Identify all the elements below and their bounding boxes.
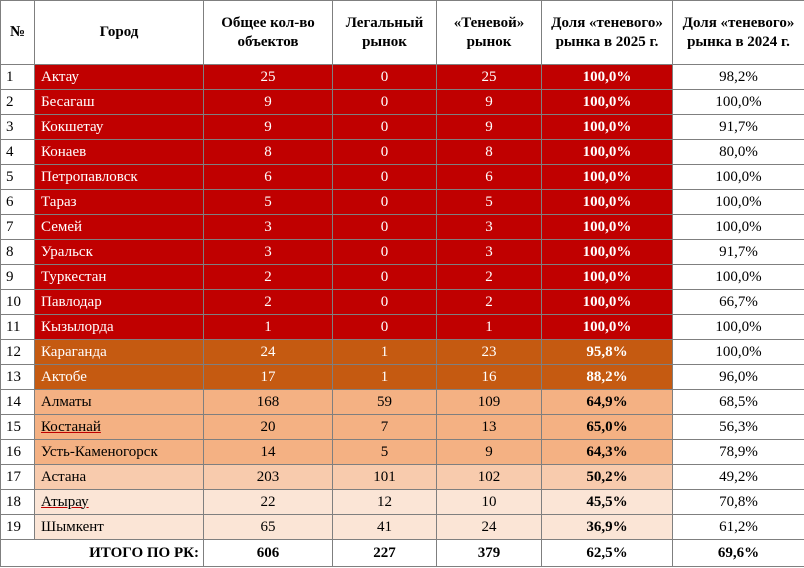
row-legal: 0 xyxy=(333,290,437,315)
header-city: Город xyxy=(35,1,204,65)
row-share-2024: 61,2% xyxy=(673,515,804,540)
row-share-2024: 100,0% xyxy=(673,190,804,215)
row-number: 15 xyxy=(1,415,35,440)
row-share-2024: 78,9% xyxy=(673,440,804,465)
row-number: 2 xyxy=(1,90,35,115)
table-row xyxy=(1,365,804,390)
row-shadow: 8 xyxy=(437,140,542,165)
row-legal: 0 xyxy=(333,215,437,240)
row-share-2025: 100,0% xyxy=(542,115,673,140)
row-city xyxy=(35,415,204,440)
row-number: 9 xyxy=(1,265,35,290)
row-total: 203 xyxy=(204,465,333,490)
row-total: 25 xyxy=(204,65,333,90)
row-number: 3 xyxy=(1,115,35,140)
table-row xyxy=(1,115,804,140)
row-shadow: 3 xyxy=(437,240,542,265)
row-legal: 0 xyxy=(333,315,437,340)
header-share-2025: Доля «теневого» рынка в 2025 г. xyxy=(542,1,673,65)
row-share-2024: 100,0% xyxy=(673,265,804,290)
row-share-2025: 100,0% xyxy=(542,215,673,240)
row-share-2025: 100,0% xyxy=(542,140,673,165)
table-row xyxy=(1,465,804,490)
row-total: 5 xyxy=(204,190,333,215)
row-share-2024: 56,3% xyxy=(673,415,804,440)
row-shadow: 16 xyxy=(437,365,542,390)
row-share-2025: 36,9% xyxy=(542,515,673,540)
row-legal: 12 xyxy=(333,490,437,515)
row-shadow: 102 xyxy=(437,465,542,490)
row-shadow: 2 xyxy=(437,265,542,290)
row-city: Петропавловск xyxy=(35,165,204,190)
row-city: Конаев xyxy=(35,140,204,165)
row-legal: 0 xyxy=(333,115,437,140)
row-share-2025: 64,9% xyxy=(542,390,673,415)
row-city: Алматы xyxy=(35,390,204,415)
header-share-2024: Доля «теневого» рынка в 2024 г. xyxy=(673,1,804,65)
row-share-2025: 100,0% xyxy=(542,240,673,265)
row-number: 1 xyxy=(1,65,35,90)
row-city: Тараз xyxy=(35,190,204,215)
row-number: 19 xyxy=(1,515,35,540)
row-total: 1 xyxy=(204,315,333,340)
row-city: Бесагаш xyxy=(35,90,204,115)
row-legal: 7 xyxy=(333,415,437,440)
totals-label: ИТОГО ПО РК: xyxy=(1,540,204,567)
row-share-2025: 100,0% xyxy=(542,315,673,340)
row-legal: 0 xyxy=(333,165,437,190)
row-share-2025: 45,5% xyxy=(542,490,673,515)
row-share-2025: 50,2% xyxy=(542,465,673,490)
row-number: 5 xyxy=(1,165,35,190)
header-legal: Легальный рынок xyxy=(333,1,437,65)
row-total: 8 xyxy=(204,140,333,165)
row-legal: 41 xyxy=(333,515,437,540)
row-share-2025: 100,0% xyxy=(542,190,673,215)
row-shadow: 9 xyxy=(437,90,542,115)
row-number: 8 xyxy=(1,240,35,265)
row-legal: 101 xyxy=(333,465,437,490)
row-legal: 0 xyxy=(333,65,437,90)
row-city: Шымкент xyxy=(35,515,204,540)
row-city xyxy=(35,490,204,515)
table-body xyxy=(1,65,804,540)
row-legal: 0 xyxy=(333,90,437,115)
row-total: 9 xyxy=(204,90,333,115)
row-share-2025: 95,8% xyxy=(542,340,673,365)
row-total: 3 xyxy=(204,215,333,240)
row-city-label: Костанай xyxy=(41,418,101,435)
row-number: 11 xyxy=(1,315,35,340)
row-share-2024: 49,2% xyxy=(673,465,804,490)
row-total: 24 xyxy=(204,340,333,365)
row-total: 22 xyxy=(204,490,333,515)
row-number: 18 xyxy=(1,490,35,515)
row-share-2024: 91,7% xyxy=(673,240,804,265)
row-city-label: Атырау xyxy=(41,493,89,510)
row-shadow: 9 xyxy=(437,440,542,465)
row-number: 13 xyxy=(1,365,35,390)
row-share-2025: 100,0% xyxy=(542,65,673,90)
row-city: Усть-Каменогорск xyxy=(35,440,204,465)
totals-total: 606 xyxy=(204,540,333,567)
row-shadow: 23 xyxy=(437,340,542,365)
row-shadow: 5 xyxy=(437,190,542,215)
row-city: Кокшетау xyxy=(35,115,204,140)
table-row xyxy=(1,90,804,115)
row-total: 168 xyxy=(204,390,333,415)
row-number: 4 xyxy=(1,140,35,165)
row-city: Караганда xyxy=(35,340,204,365)
row-city: Кызылорда xyxy=(35,315,204,340)
header-shadow: «Теневой» рынок xyxy=(437,1,542,65)
row-number: 12 xyxy=(1,340,35,365)
table-row xyxy=(1,215,804,240)
table-row xyxy=(1,140,804,165)
row-legal: 5 xyxy=(333,440,437,465)
row-number: 6 xyxy=(1,190,35,215)
row-share-2024: 70,8% xyxy=(673,490,804,515)
row-shadow: 25 xyxy=(437,65,542,90)
row-share-2024: 100,0% xyxy=(673,215,804,240)
row-number: 14 xyxy=(1,390,35,415)
row-legal: 59 xyxy=(333,390,437,415)
totals-legal: 227 xyxy=(333,540,437,567)
row-share-2025: 100,0% xyxy=(542,265,673,290)
row-number: 16 xyxy=(1,440,35,465)
row-total: 20 xyxy=(204,415,333,440)
row-share-2025: 64,3% xyxy=(542,440,673,465)
row-city: Павлодар xyxy=(35,290,204,315)
table-row xyxy=(1,415,804,440)
row-number: 7 xyxy=(1,215,35,240)
table-row xyxy=(1,390,804,415)
row-city: Актобе xyxy=(35,365,204,390)
row-number: 17 xyxy=(1,465,35,490)
row-total: 65 xyxy=(204,515,333,540)
table-row xyxy=(1,440,804,465)
header-row xyxy=(1,1,804,65)
row-shadow: 24 xyxy=(437,515,542,540)
row-legal: 0 xyxy=(333,265,437,290)
row-share-2025: 65,0% xyxy=(542,415,673,440)
row-shadow: 6 xyxy=(437,165,542,190)
row-legal: 0 xyxy=(333,140,437,165)
row-share-2024: 68,5% xyxy=(673,390,804,415)
row-total: 2 xyxy=(204,265,333,290)
row-city: Уральск xyxy=(35,240,204,265)
row-shadow: 10 xyxy=(437,490,542,515)
table-row xyxy=(1,240,804,265)
totals-row xyxy=(1,540,804,567)
row-shadow: 2 xyxy=(437,290,542,315)
table-row xyxy=(1,265,804,290)
row-city: Семей xyxy=(35,215,204,240)
row-shadow: 1 xyxy=(437,315,542,340)
row-share-2025: 100,0% xyxy=(542,90,673,115)
row-number: 10 xyxy=(1,290,35,315)
row-total: 9 xyxy=(204,115,333,140)
table-row xyxy=(1,165,804,190)
row-share-2024: 80,0% xyxy=(673,140,804,165)
table-row xyxy=(1,290,804,315)
row-shadow: 3 xyxy=(437,215,542,240)
totals-share-2024: 69,6% xyxy=(673,540,804,567)
row-total: 6 xyxy=(204,165,333,190)
row-total: 3 xyxy=(204,240,333,265)
row-total: 14 xyxy=(204,440,333,465)
row-share-2024: 100,0% xyxy=(673,340,804,365)
row-total: 17 xyxy=(204,365,333,390)
row-shadow: 13 xyxy=(437,415,542,440)
row-legal: 1 xyxy=(333,340,437,365)
totals-share-2025: 62,5% xyxy=(542,540,673,567)
totals-shadow: 379 xyxy=(437,540,542,567)
header-total: Общее кол-во объектов xyxy=(204,1,333,65)
row-shadow: 109 xyxy=(437,390,542,415)
row-share-2025: 88,2% xyxy=(542,365,673,390)
row-share-2025: 100,0% xyxy=(542,165,673,190)
row-city: Туркестан xyxy=(35,265,204,290)
table-row xyxy=(1,340,804,365)
row-legal: 0 xyxy=(333,240,437,265)
row-share-2024: 96,0% xyxy=(673,365,804,390)
row-share-2025: 100,0% xyxy=(542,290,673,315)
row-legal: 0 xyxy=(333,190,437,215)
row-share-2024: 100,0% xyxy=(673,315,804,340)
row-shadow: 9 xyxy=(437,115,542,140)
row-total: 2 xyxy=(204,290,333,315)
table-row xyxy=(1,65,804,90)
row-city: Актау xyxy=(35,65,204,90)
row-legal: 1 xyxy=(333,365,437,390)
row-share-2024: 100,0% xyxy=(673,90,804,115)
table-row xyxy=(1,490,804,515)
row-share-2024: 98,2% xyxy=(673,65,804,90)
row-city: Астана xyxy=(35,465,204,490)
table-row xyxy=(1,190,804,215)
table-row xyxy=(1,515,804,540)
row-share-2024: 91,7% xyxy=(673,115,804,140)
table-row xyxy=(1,315,804,340)
header-num: № xyxy=(1,1,35,65)
row-share-2024: 66,7% xyxy=(673,290,804,315)
row-share-2024: 100,0% xyxy=(673,165,804,190)
